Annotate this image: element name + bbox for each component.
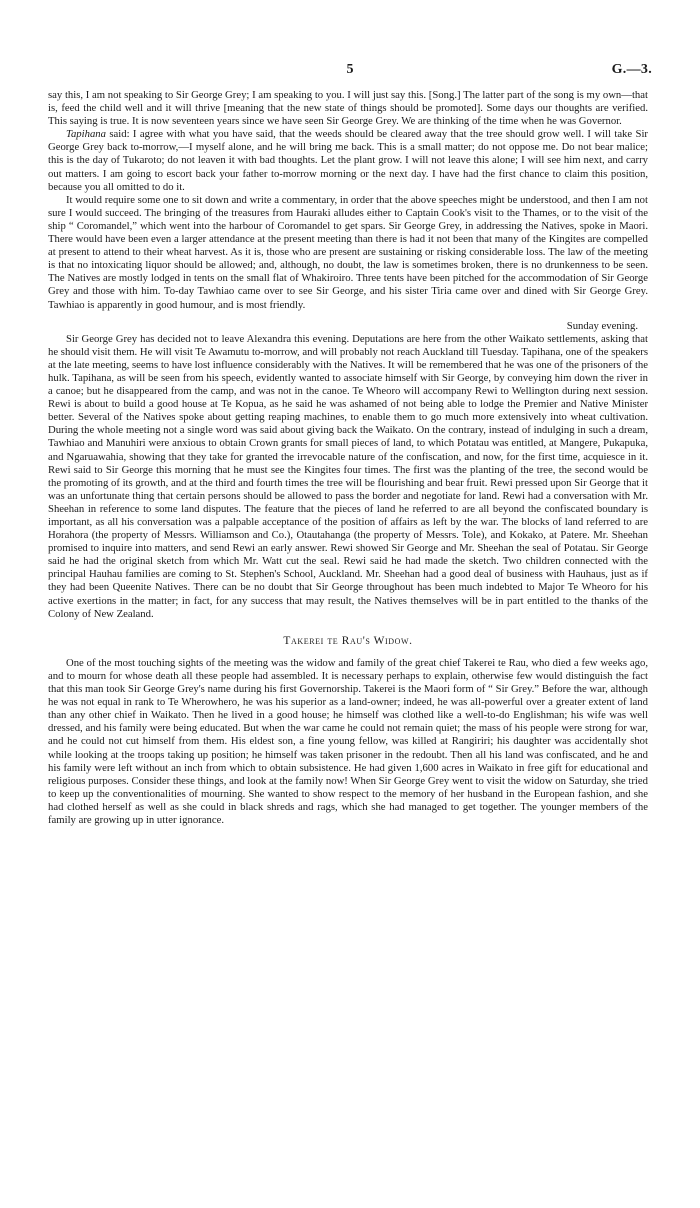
paragraph-commentary: It would require some one to sit down and write a commentary, in order that the above speeches might be understood, and then I am not sure I would succeed. The bringing of the treasures from Hauraki alludes either to Captain Cook's visit to the Thames, or to the visit of the ship “ Coromandel,” which went into the harbour of Coromandel to get spars. Sir George Grey, in addressing the Natives, spoke in Maori. There would have been even a larger attendance at the present meeting than there is had it not been that many of the Kingites are compelled at present to attend to their wheat harvest. As it is, those who are present are sustaining or risking considerable loss. The law of the meeting is that no intoxicating liquor should be allowed; and, although, no doubt, the law is sometimes broken, there is no drunkenness to be seen. The Natives are mostly lodged in tents on the small flat of Whakiroiro. Three tents have been pitched for the accommodation of Sir George Grey and those with him. To-day Tawhiao came over to see Sir George, and his sister Tiria came over and dined with Sir George Grey. Tawhiao is apparently in good humour, and is most friendly. [48,193,648,311]
paragraph-continued-speech: say this, I am not speaking to Sir George Grey; I am speaking to you. I will just say this. [Song.] The latter part of the song is my own—that is, feed the child well and it will thrive [meaning that the new state of things should be promoted]. Some days our thoughts are verified. This saying is true. It is now seventeen years since we have seen Sir George Grey. We are thinking of the time when he was Governor. [48,89,648,128]
paragraph-sunday-report: Sir George Grey has decided not to leave Alexandra this evening. Deputations are here from the other Waikato settlements, asking that he should visit them. He will visit Te Awamutu to-morrow, and will probably not reach Auckland till Tuesday. Tapihana, one of the speakers at the late meeting, seems to have lost influence considerably with the Natives. It will be remembered that he was one of the prisoners of the hulk. Tapihana, as will be seen from his speech, evidently wanted to associate himself with Sir George, by conveying him down the river in a canoe; but he disappeared from the camp, and was not in the canoe. Te Wheoro will accompany Rewi to Wellington during next session. Rewi is about to build a good house at Te Kopua, as he said he was ashamed of not being able to lodge the Premier and Native Minister better. Several of the Natives spoke about getting reaping machines, to enable them to go much more extensively into wheat cultivation. During the whole meeting not a single word was said about giving back the Waikato. On the contrary, instead of indulging in such a dream, Tawhiao and Manuhiri were anxious to obtain Crown grants for small pieces of land, to which Potatau was entitled, at Mangere, Pukapuka, and Ngaruawahia, showing that they take for granted the irrevocable nature of the confiscation, and now, for the first time, acquiesce in it. Rewi said to Sir George this morning that he must see the Kingites four times. The first was the planting of the tree, the second would be the promoting of its growth, and at the third and fourth times the tree will be flourishing and bear fruit. Rewi pressed upon Sir George that it was an unfortunate thing that certain persons should be allowed to pass the border and negotiate for land. Rewi had a conversation with Mr. Sheehan in reference to some land disputes. The feature that the pieces of land he referred to are all beyond the confiscated boundary is important, as all his conversation was a palpable acceptance of the position of affairs as left by the war. The blocks of land referred to are Horahora (the property of Messrs. Williamson and Co.), Otautahanga (the property of Messrs. Tole), and Kokako, at Patere. Mr. Sheehan promised to inquire into matters, and send Rewi an early answer. Rewi showed Sir George and Mr. Sheehan the seal of Potatau. Sir George said he had the original sketch from which Mr. Watt cut the seal. Rewi said he had made the sketch. Two children connected with the principal Hauhau families are coming to St. Stephen's School, Auckland. Mr. Sheehan had a good deal of business with Hauhaus, just as if they had been Queenite Natives. There can be no doubt that Sir George throughout has been much indebted to Major Te Wheoro for his active exertions in the matter; in fact, for any success that may result, the Natives themselves will be in part entitled to the thanks of the Colony of New Zealand. [48,332,648,620]
paragraph-tapihana-speech [48,128,648,193]
document-reference: G.—3. [611,62,652,77]
page-number: 5 [346,62,354,77]
speaker-name: Tapihana [66,128,106,141]
dateline: Sunday evening. [566,319,638,332]
paragraph-widow: One of the most touching sights of the meeting was the widow and family of the great chief Takerei te Rau, who died a few weeks ago, and to mourn for whose death all these people had assembled. It is necessary perhaps to explain, otherwise few would distinguish the fact that this man took Sir George Grey's name during his first Governorship. Takerei is the Maori form of “ Sir Grey.” Before the war, although he was not equal in rank to Te Wherowhero, he was his superior as a land-owner; indeed, he was all-powerful over a greater extent of land than any other chief in Waikato. Then he lived in a good house; he himself was clothed like a well-to-do Englishman; his wife was well dressed, and his family were being educated. But when the war came he could not remain quiet; the mass of his people were strong for war, and he could not cut himself from them. His eldest son, a fine young fellow, was killed at Rangiriri; his daughter was accidentally shot while looking at the troops taking up position; he himself was taken prisoner in the redoubt. Then all his land was confiscated, and he and his family were left without an inch from which to obtain subsistence. He had given 1,600 acres in Waikato in free gift for educational and religious purposes. Consider these things, and look at the family now! When Sir George Grey went to visit the widow on Saturday, she tried to keep up the conventionalities of mourning. She wanted to show respect to the memory of her husband in the European fashion, and she had clothed herself as well as she could in black shreds and rags, which she had managed to get together. The younger members of the family are growing up in utter ignorance. [48,656,648,826]
section-heading: Takerei te Rau's Widow. [283,634,413,647]
article-body [48,89,648,827]
speech-text: said: I agree with what you have said, that the weeds should be cleared away that the tree should grow well. I will take Sir George Grey back to-morrow,—I myself alone, and he will bring me back. This is a small matter; do not oppose me. Do not bear malice; this is the day of Tukaroto; do not leaven it with bad thoughts. Let the plant grow. I will not leave this alone; I will see him next, and carry out matters. I am going to escort back your father to-morrow morning or the next day. I have had the first chance to claim this position, because you all omitted to do it. [48,128,648,193]
